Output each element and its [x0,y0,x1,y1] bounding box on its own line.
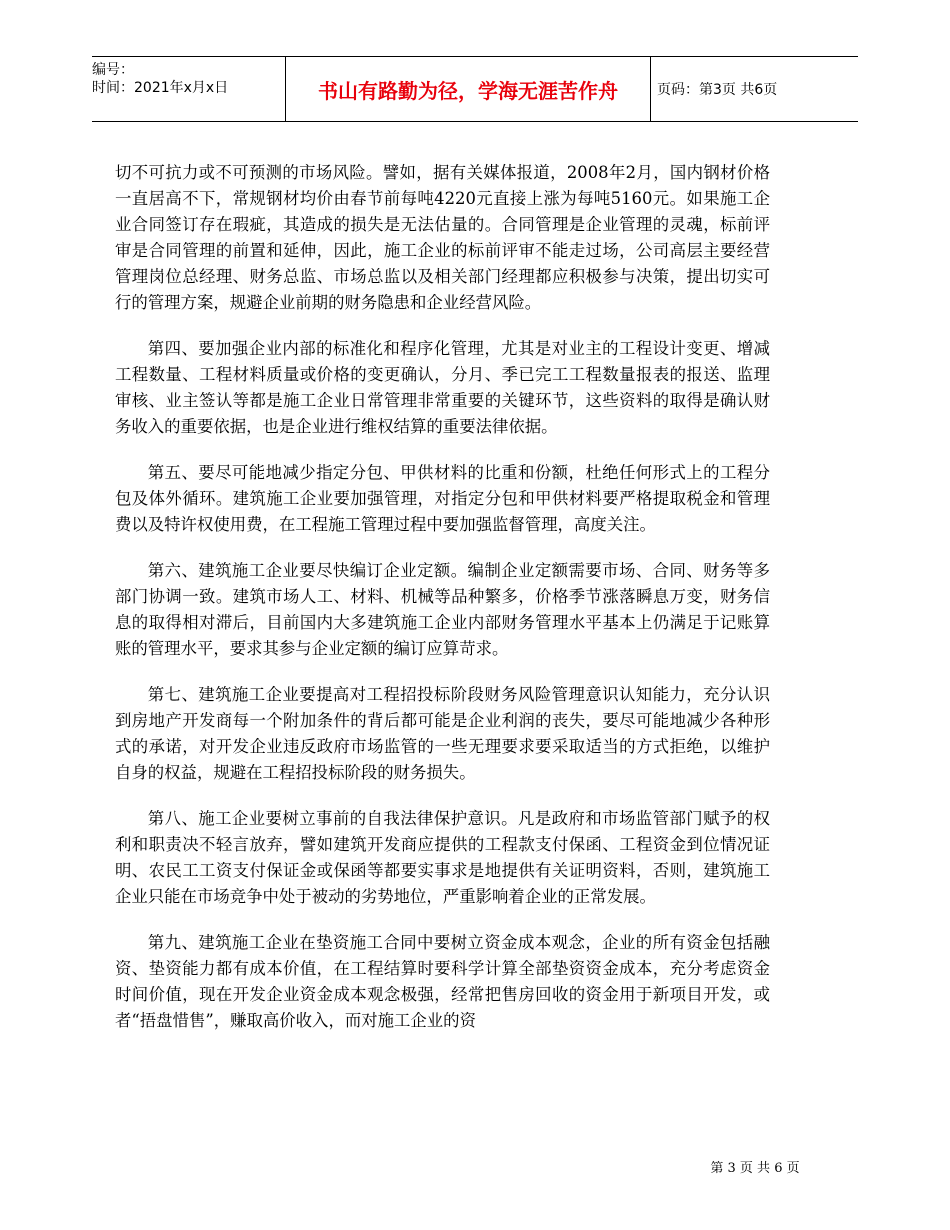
header-page-info: 页码：第3页 共6页 [657,82,778,98]
document-body [115,160,770,1054]
page-footer [0,1157,950,1176]
page-header [92,56,858,122]
document-number-label: 编号： [92,62,134,78]
footer-page-number: 第 3 页 共 6 页 [710,1161,800,1176]
paragraph-5: 第五、要尽可能地减少指定分包、甲供材料的比重和份额，杜绝任何形式上的工程分包及体外循环。建筑施工企业要加强管理，对指定分包和甲供材料要严格提取税金和管理费以及特许权使用费，在工程施工管理过程中要加强监督管理，高度关注。 [115,463,770,534]
header-motto: 书山有路勤为径，学海无涯苦作舟 [285,57,651,121]
paragraph-9: 第九、建筑施工企业在垫资施工合同中要树立资金成本观念，企业的所有资金包括融资、垫资能力都有成本价值，在工程结算时要科学计算全部垫资资金成本，充分考虑资金时间价值，现在开发企业资金成本观念极强，经常把售房回收的资金用于新项目开发，或者“捂盘惜售”，赚取高价收入，而对施工企业的资 [115,933,770,1030]
paragraph-4: 第四、要加强企业内部的标准化和程序化管理，尤其是对业主的工程设计变更、增减工程数量、工程材料质量或价格的变更确认，分月、季已完工工程数量报表的报送、监理审核、业主签认等都是施工企业日常管理非常重要的关键环节，这些资料的取得是确认财务收入的重要依据，也是企业进行维权结算的重要法律依据。 [115,339,770,436]
paragraph-7: 第七、建筑施工企业要提高对工程招投标阶段财务风险管理意识认知能力，充分认识到房地产开发商每一个附加条件的背后都可能是企业利润的丧失，要尽可能地减少各种形式的承诺，对开发企业违反政府市场监管的一些无理要求要采取适当的方式拒绝，以维护自身的权益，规避在工程招投标阶段的财务损失。 [115,685,770,782]
paragraph-continued: 切不可抗力或不可预测的市场风险。譬如，据有关媒体报道，2008年2月，国内钢材价格一直居高不下，常规钢材均价由春节前每吨4220元直接上涨为每吨5160元。如果施工企业合同签订存在瑕疵，其造成的损失是无法估量的。合同管理是企业管理的灵魂，标前评审是合同管理的前置和延伸，因此，施工企业的标前评审不能走过场，公司高层主要经营管理岗位总经理、财务总监、市场总监以及相关部门经理都应积极参与决策，提出切实可行的管理方案，规避企业前期的财务隐患和企业经营风险。 [115,163,770,312]
header-meta [92,57,285,125]
paragraph-6: 第六、建筑施工企业要尽快编订企业定额。编制企业定额需要市场、合同、财务等多部门协调一致。建筑市场人工、材料、机械等品种繁多，价格季节涨落瞬息万变，财务信息的取得相对滞后，目前国内大多建筑施工企业内部财务管理水平基本上仍满足于记账算账的管理水平，要求其参与企业定额的编订应算苛求。 [115,561,770,658]
document-time: 时间：2021年x月x日 [92,80,229,96]
paragraph-8: 第八、施工企业要树立事前的自我法律保护意识。凡是政府和市场监管部门赋予的权利和职责决不轻言放弃，譬如建筑开发商应提供的工程款支付保函、工程资金到位情况证明、农民工工资支付保证金或保函等都要实事求是地提供有关证明资料，否则，建筑施工企业只能在市场竞争中处于被动的劣势地位，严重影响着企业的正常发展。 [115,809,770,906]
